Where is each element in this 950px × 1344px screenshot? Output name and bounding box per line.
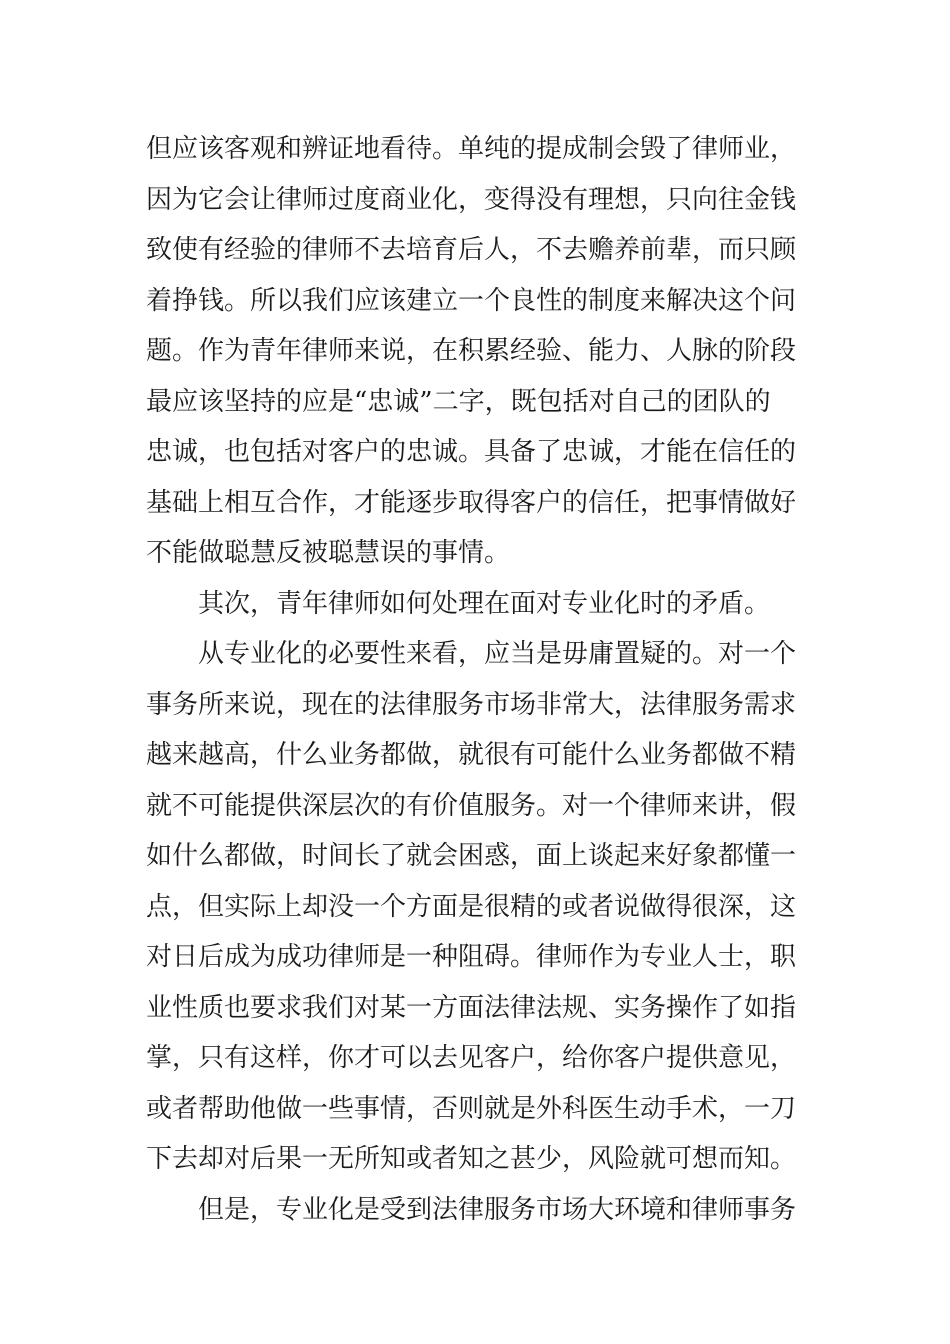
text-line: 越来越高，什么业务都做，就很有可能什么业务都做不精 [146, 740, 797, 770]
text-line: 业性质也要求我们对某一方面法律法规、实务操作了如指 [146, 992, 797, 1023]
text-line: 最应该坚持的应是“忠诚”二字，既包括对自己的团队的 [146, 386, 771, 417]
text-line: 点，但实际上却没一个方面是很精的或者说做得很深，这 [146, 891, 797, 922]
paragraph [146, 579, 808, 630]
text-line: 就不可能提供深层次的有价值服务。对一个律师来讲，假 [146, 790, 797, 821]
text-line: 忠诚，也包括对客户的忠诚。具备了忠诚，才能在信任的 [146, 437, 797, 467]
text-line: 如什么都做，时间长了就会困惑，面上谈起来好象都懂一 [146, 841, 797, 871]
document-body [146, 124, 808, 1235]
text-line: 对日后成为成功律师是一种阻碍。律师作为专业人士，职 [146, 942, 797, 972]
text-line: 基础上相互合作，才能逐步取得客户的信任，把事情做好 [146, 487, 797, 518]
text-line: 从专业化的必要性来看，应当是毋庸置疑的。对一个 [198, 639, 797, 669]
paragraph [146, 1185, 808, 1236]
paragraph [146, 124, 808, 579]
text-line: 掌，只有这样，你才可以去见客户，给你客户提供意见， [146, 1043, 797, 1073]
text-line: 题。作为青年律师来说，在积累经验、能力、人脉的阶段 [146, 336, 797, 366]
text-line: 因为它会让律师过度商业化，变得没有理想，只向往金钱 [146, 184, 797, 215]
text-line: 其次，青年律师如何处理在面对专业化时的矛盾。 [198, 588, 771, 619]
text-line: 事务所来说，现在的法律服务市场非常大，法律服务需求 [146, 689, 797, 720]
text-line: 但应该客观和辨证地看待。单纯的提成制会毁了律师业， [146, 134, 797, 164]
text-line: 着挣钱。所以我们应该建立一个良性的制度来解决这个问 [146, 285, 797, 316]
paragraph [146, 629, 808, 1185]
text-line: 下去却对后果一无所知或者知之甚少，风险就可想而知。 [146, 1144, 797, 1174]
text-line: 不能做聪慧反被聪慧误的事情。 [146, 538, 511, 568]
text-line: 或者帮助他做一些事情，否则就是外科医生动手术，一刀 [146, 1093, 797, 1124]
text-line: 但是，专业化是受到法律服务市场大环境和律师事务 [198, 1194, 797, 1225]
text-line: 致使有经验的律师不去培育后人，不去赡养前辈，而只顾 [146, 235, 797, 265]
